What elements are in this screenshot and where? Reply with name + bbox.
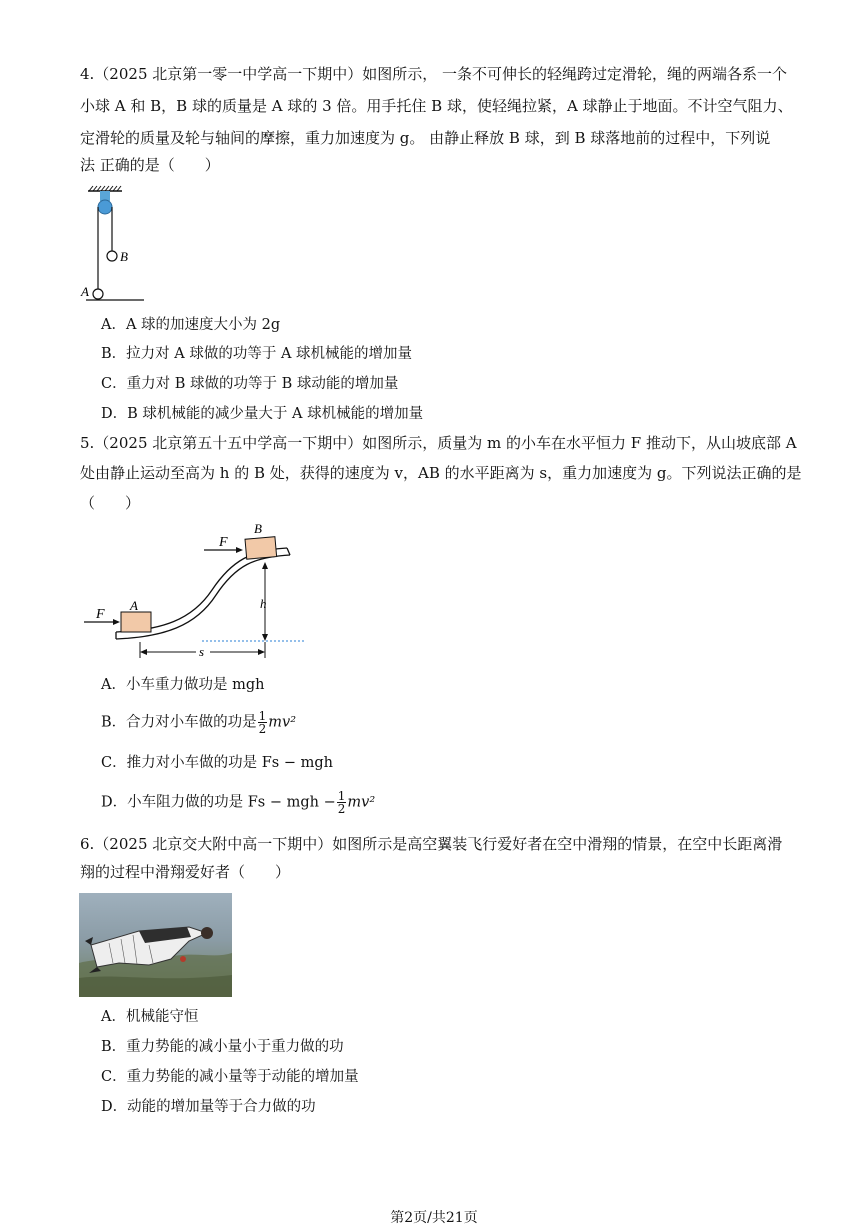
q6-stem-line-2: 翔的过程中滑翔爱好者（ ）	[80, 863, 291, 881]
q4-label-b: B	[120, 249, 128, 264]
fraction-numerator: 1	[337, 789, 346, 803]
page-footer: 第2页/共21页	[390, 1210, 478, 1226]
q4-option-a: A．A 球的加速度大小为 2g	[101, 317, 281, 333]
q5-stem-line-1: 5.（2025 北京第五十五中学高一下期中）如图所示，质量为 m 的小车在水平恒力 F 推动下，从山坡底部 A	[80, 434, 797, 452]
q4-stem-line-4: 法 正确的是（ ）	[80, 156, 220, 174]
q5-option-d-prefix: D．小车阻力做的功是 Fs − mgh −	[101, 794, 336, 811]
q5-label-f-bottom: F	[96, 607, 105, 622]
q4-label-a: A	[81, 284, 89, 299]
q5-stem-line-3: （ ）	[80, 494, 141, 512]
fraction-denominator: 2	[258, 722, 267, 736]
q5-option-a: A．小车重力做功是 mgh	[101, 677, 265, 693]
q5-option-b	[101, 710, 296, 735]
q4-pulley-figure	[78, 183, 150, 305]
q4-option-b: B．拉力对 A 球做的功等于 A 球机械能的增加量	[101, 346, 413, 362]
q6-wingsuit-photo	[79, 893, 232, 997]
q5-option-b-prefix: B．合力对小车做的功是	[101, 714, 257, 731]
q5-label-h: h	[260, 596, 267, 611]
q5-label-a: A	[130, 598, 138, 613]
q5-stem-line-2: 处由静止运动至高为 h 的 B 处，获得的速度为 v，AB 的水平距离为 s，重力加速度为 g。下列说法正确的是	[80, 464, 802, 482]
q6-option-c: C．重力势能的减小量等于动能的增加量	[101, 1069, 359, 1085]
q6-option-b: B．重力势能的减小量小于重力做的功	[101, 1039, 344, 1055]
q4-option-c: C．重力对 B 球做的功等于 B 球动能的增加量	[101, 376, 399, 392]
q5-option-b-fraction	[258, 710, 268, 735]
q5-option-d-fraction	[337, 790, 347, 815]
q5-slope-figure	[82, 520, 307, 660]
q4-stem-line-2: 小球 A 和 B，B 球的质量是 A 球的 3 倍。用手托住 B 球，使轻绳拉紧，A 球静止于地面。不计空气阻力、	[80, 97, 793, 115]
q6-stem-line-1: 6.（2025 北京交大附中高一下期中）如图所示是高空翼装飞行爱好者在空中滑翔的情景，在空中长距离滑	[80, 835, 783, 853]
q4-stem-line-3: 定滑轮的质量及轮与轴间的摩擦，重力加速度为 g。 由静止释放 B 球，到 B 球落地前的过程中，下列说	[80, 129, 771, 147]
q5-label-b: B	[254, 521, 262, 536]
q6-option-d: D．动能的增加量等于合力做的功	[101, 1099, 316, 1115]
q4-option-d: D．B 球机械能的减少量大于 A 球机械能的增加量	[101, 406, 424, 422]
q5-label-s: s	[199, 644, 205, 659]
q5-option-b-mv2: mv²	[268, 714, 297, 731]
q6-option-a: A．机械能守恒	[101, 1009, 199, 1025]
q5-option-d	[101, 790, 375, 815]
q5-option-c: C．推力对小车做的功是 Fs − mgh	[101, 755, 333, 771]
q5-label-f-top: F	[219, 535, 228, 550]
q5-option-d-mv2: mv²	[347, 794, 376, 811]
q4-stem-line-1: 4.（2025 北京第一零一中学高一下期中）如图所示， 一条不可伸长的轻绳跨过定滑轮，绳的两端各系一个	[80, 65, 788, 83]
fraction-numerator: 1	[258, 709, 267, 723]
fraction-denominator: 2	[337, 802, 346, 816]
